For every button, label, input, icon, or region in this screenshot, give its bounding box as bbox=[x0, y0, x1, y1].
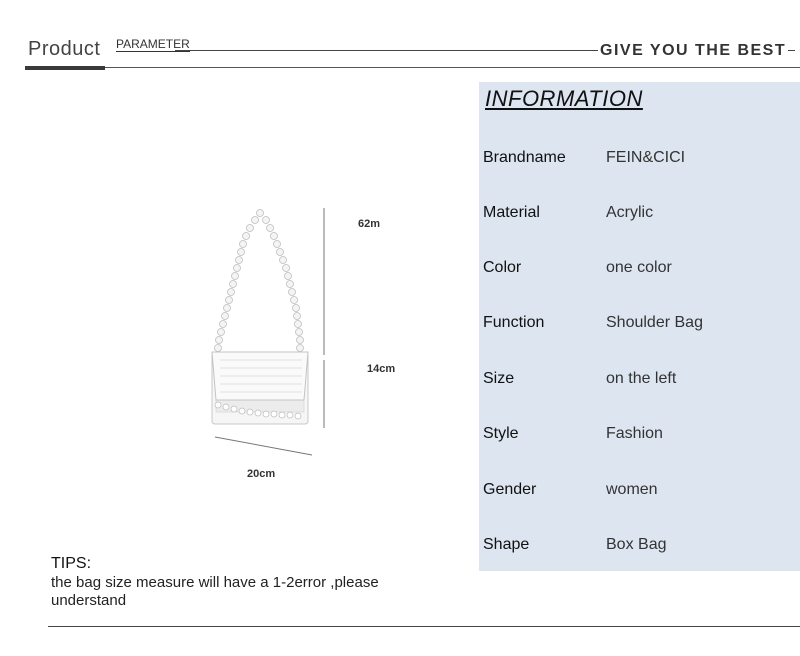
info-key: Size bbox=[483, 370, 515, 387]
info-value: Acrylic bbox=[606, 204, 654, 221]
slogan: GIVE YOU THE BEST bbox=[600, 42, 787, 59]
info-row-size bbox=[479, 370, 800, 394]
product-tab-underline bbox=[25, 66, 105, 70]
bag-illustration bbox=[200, 200, 420, 470]
info-value: Fashion bbox=[606, 425, 663, 442]
info-value: women bbox=[606, 481, 658, 498]
info-value: Box Bag bbox=[606, 536, 667, 553]
footer-rule bbox=[48, 626, 800, 627]
info-row-color bbox=[479, 259, 800, 283]
info-value: Shoulder Bag bbox=[606, 314, 703, 331]
width-dimension-label: 20cm bbox=[247, 468, 276, 480]
info-row-function bbox=[479, 314, 800, 338]
info-row-shape bbox=[479, 536, 800, 560]
tips-text: the bag size measure will have a 1-2error ,please understand bbox=[51, 574, 379, 609]
info-key: Shape bbox=[483, 536, 530, 553]
info-key: Function bbox=[483, 314, 545, 331]
product-tab bbox=[25, 36, 105, 68]
strap bbox=[215, 210, 304, 352]
info-key: Style bbox=[483, 425, 519, 442]
info-row-style bbox=[479, 425, 800, 449]
info-row-material bbox=[479, 204, 800, 228]
header-rule-bottom bbox=[25, 67, 800, 68]
info-row-brandname bbox=[479, 149, 800, 173]
height-dimension-label: 14cm bbox=[367, 363, 396, 375]
information-title: INFORMATION bbox=[485, 86, 643, 111]
width-dimension-line bbox=[215, 437, 312, 455]
product-label: Product bbox=[28, 38, 101, 60]
information-panel bbox=[479, 82, 800, 571]
info-value: FEIN&CICI bbox=[606, 149, 686, 166]
info-key: Material bbox=[483, 204, 540, 221]
info-key: Color bbox=[483, 259, 522, 276]
parameter-label: PARAMETER bbox=[116, 37, 190, 51]
info-row-gender bbox=[479, 481, 800, 505]
info-value: on the left bbox=[606, 370, 677, 387]
info-key: Brandname bbox=[483, 149, 566, 166]
strap-dimension-label: 62m bbox=[358, 218, 381, 230]
tips-title: TIPS: bbox=[51, 555, 92, 572]
bag-body bbox=[212, 352, 308, 424]
info-key: Gender bbox=[483, 481, 537, 498]
info-value: one color bbox=[606, 259, 672, 276]
